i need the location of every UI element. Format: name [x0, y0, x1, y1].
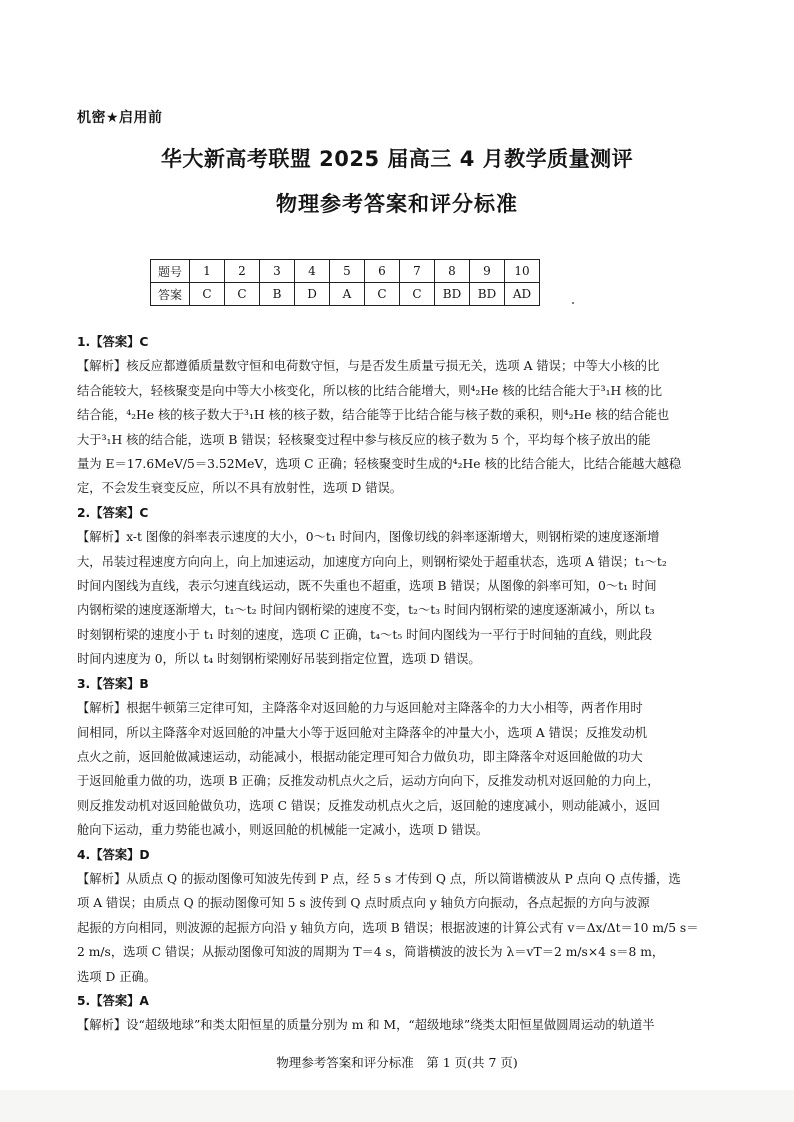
question-number: 10: [505, 260, 540, 283]
explanation-line: 起振的方向相同，则波源的起振方向沿 y 轴负方向，选项 B 错误；根据波速的计算公式有 v＝Δx/Δt＝10 m/5 s＝: [77, 920, 699, 935]
question-5-answer: 5.【答案】A: [77, 993, 149, 1008]
answer-table: [150, 259, 540, 306]
answer-cell: B: [260, 283, 295, 306]
explanation-line: 时刻钢桁梁的速度小于 t₁ 时刻的速度，选项 C 正确，t₄～t₅ 时间内图线为一平行于时间轴的直线，则此段: [77, 627, 653, 642]
question-2-answer: 2.【答案】C: [77, 505, 149, 520]
question-number: 7: [400, 260, 435, 283]
explanation-line: 间相同，所以主降落伞对返回舱的冲量大小等于返回舱对主降落伞的冲量大小，选项 A 错误；反推发动机: [77, 725, 648, 740]
stray-dot: [572, 302, 574, 304]
explanation-line: 时间内速度为 0，所以 t₄ 时刻钢桁梁刚好吊装到指定位置，选项 D 错误。: [77, 652, 481, 667]
explanation-line: 点火之前，返回舱做减速运动，动能减小，根据动能定理可知合力做负功，即主降落伞对返回舱做的功大: [77, 749, 643, 764]
explanation-line: 定，不会发生衰变反应，所以不具有放射性，选项 D 错误。: [77, 481, 403, 496]
explanation-line: 【解析】根据牛顿第三定律可知，主降落伞对返回舱的力与返回舱对主降落伞的力大小相等，两者作用时: [77, 701, 643, 716]
question-number: 3: [260, 260, 295, 283]
exam-title: 华大新高考联盟 2025 届高三 4 月教学质量测评: [160, 147, 634, 171]
document-subtitle: 物理参考答案和评分标准: [276, 192, 518, 216]
explanation-line: 时间内图线为直线，表示匀速直线运动，既不失重也不超重，选项 B 错误；从图像的斜率可知，0～t₁ 时间: [77, 579, 657, 594]
explanation-line: 量为 E＝17.6MeV/5＝3.52MeV，选项 C 正确；轻核聚变时生成的⁴₂He 核的比结合能大，比结合能越大越稳: [77, 457, 682, 472]
page-bottom-band: [0, 1090, 794, 1122]
answer-cell: A: [330, 283, 365, 306]
question-number: 9: [470, 260, 505, 283]
question-number: 8: [435, 260, 470, 283]
explanation-line: 【解析】x-t 图像的斜率表示速度的大小，0～t₁ 时间内，图像切线的斜率逐渐增大，则钢桁梁的速度逐渐增: [77, 530, 660, 545]
number-row-label: 题号: [151, 260, 190, 283]
explanation-line: 结合能，⁴₂He 核的核子数大于³₁H 核的核子数，结合能等于比结合能与核子数的乘积，则⁴₂He 核的结合能也: [77, 408, 670, 423]
explanation-line: 2 m/s，选项 C 错误；从振动图像可知波的周期为 T＝4 s，简谐横波的波长为 λ＝vT＝2 m/s×4 s＝8 m，: [77, 945, 665, 960]
explanation-line: 内钢桁梁的速度逐渐增大，t₁～t₂ 时间内钢桁梁的速度不变，t₂～t₃ 时间内钢桁梁的速度逐渐减小，所以 t₃: [77, 603, 655, 618]
question-number: 6: [365, 260, 400, 283]
explanation-line: 大于³₁H 核的结合能，选项 B 错误；轻核聚变过程中参与核反应的核子数为 5 个，平均每个核子放出的能: [77, 432, 651, 447]
answer-cell: BD: [435, 283, 470, 306]
question-4-answer: 4.【答案】D: [77, 847, 150, 862]
explanation-line: 则反推发动机对返回舱做负功，选项 C 错误；反推发动机点火之后，返回舱的速度减小，则动能减小，返回: [77, 798, 660, 813]
question-number: 5: [330, 260, 365, 283]
page-footer: 物理参考答案和评分标准 第 1 页(共 7 页): [276, 1055, 518, 1070]
explanation-line: 【解析】核反应都遵循质量数守恒和电荷数守恒，与是否发生质量亏损无关，选项 A 错误；中等大小核的比: [77, 359, 660, 374]
explanation-line: 舱向下运动，重力势能也减小，则返回舱的机械能一定减小，选项 D 错误。: [77, 823, 489, 838]
question-3-answer: 3.【答案】B: [77, 676, 149, 691]
explanation-line: 大，吊装过程速度方向向上，向上加速运动，加速度方向向上，则钢桁梁处于超重状态，选项 A 错误；t₁～t₂: [77, 554, 667, 569]
question-number: 2: [225, 260, 260, 283]
question-1-answer: 1.【答案】C: [77, 335, 149, 349]
answer-cell: C: [400, 283, 435, 306]
explanation-line: 【解析】从质点 Q 的振动图像可知波先传到 P 点，经 5 s 才传到 Q 点，所以简谐横波从 P 点向 Q 点传播，选: [77, 871, 681, 886]
answer-table-number-row: [151, 260, 540, 283]
answer-table-answer-row: [151, 283, 540, 306]
answer-row-label: 答案: [151, 283, 190, 306]
answer-cell: C: [365, 283, 400, 306]
answer-cell: C: [190, 283, 225, 306]
explanation-line: 结合能较大，轻核聚变是向中等大小核变化，所以核的比结合能增大，则⁴₂He 核的比结合能大于³₁H 核的比: [77, 383, 663, 398]
answer-cell: D: [295, 283, 330, 306]
answer-explanations: [77, 330, 717, 1038]
question-number: 1: [190, 260, 225, 283]
answer-cell: AD: [505, 283, 540, 306]
question-number: 4: [295, 260, 330, 283]
explanation-line: 于返回舱重力做的功，选项 B 正确；反推发动机点火之后，运动方向向下，反推发动机对返回舱的力向上，: [77, 774, 660, 789]
explanation-line: 项 A 错误；由质点 Q 的振动图像可知 5 s 波传到 Q 点时质点向 y 轴负方向振动，各点起振的方向与波源: [77, 896, 650, 911]
explanation-line: 选项 D 正确。: [77, 969, 157, 984]
answer-cell: BD: [470, 283, 505, 306]
confidential-label: 机密★启用前: [77, 110, 163, 126]
answer-cell: C: [225, 283, 260, 306]
explanation-line: 【解析】设“超级地球”和类太阳恒星的质量分别为 m 和 M，“超级地球”绕类太阳恒星做圆周运动的轨道半: [77, 1018, 655, 1033]
